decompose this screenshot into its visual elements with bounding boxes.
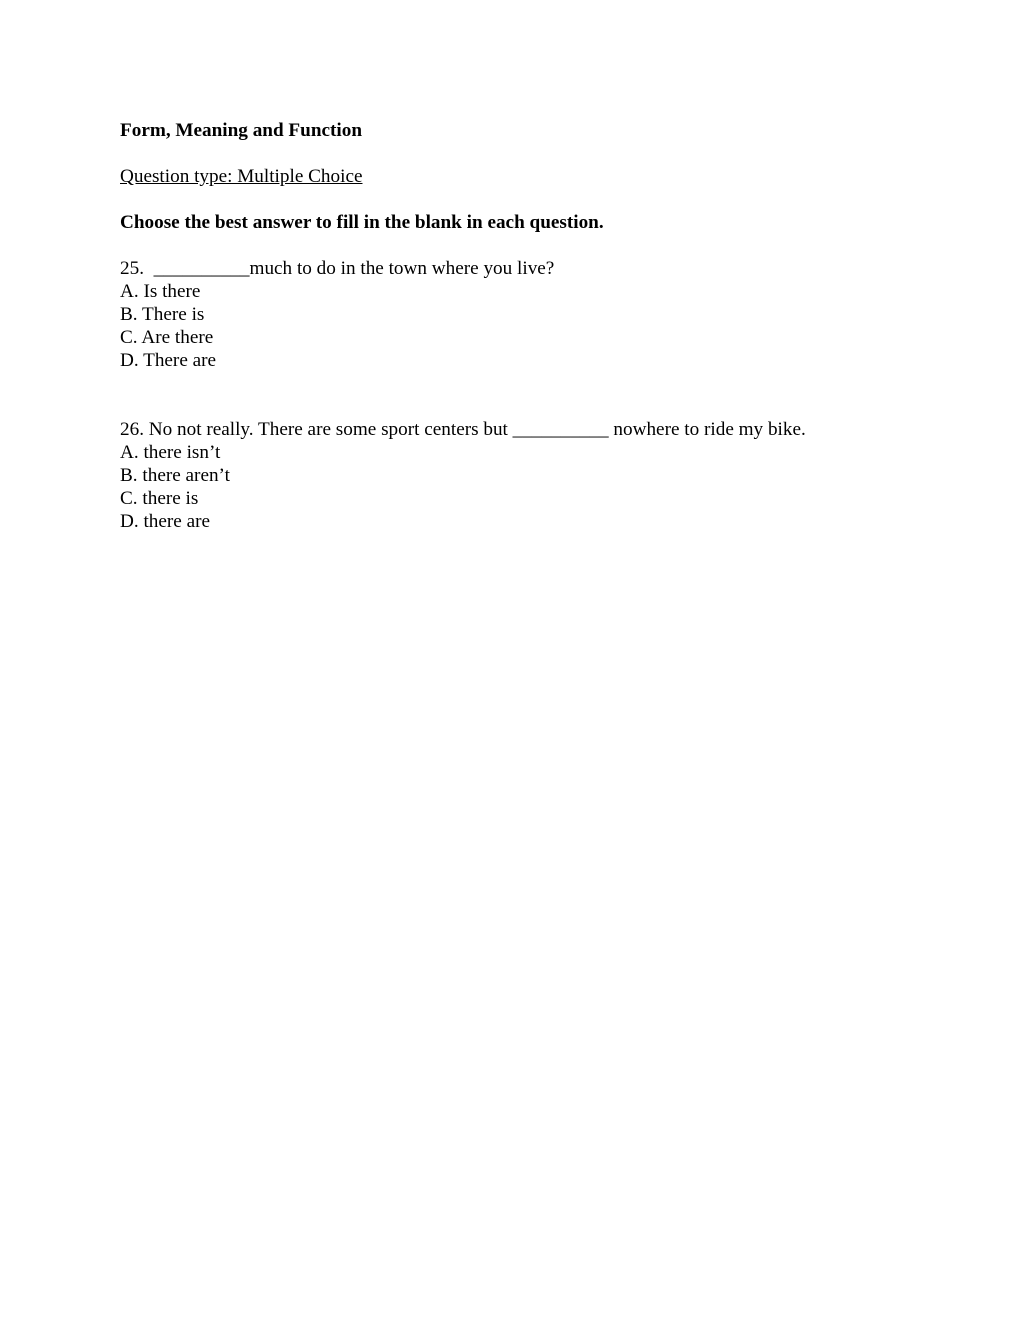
answer-option-b: B. There is — [120, 304, 205, 325]
question-stem: 26. No not really. There are some sport centers but __________ nowhere to ride my bike. — [120, 419, 806, 440]
answer-option-a: A. there isn’t — [120, 442, 221, 463]
answer-option-c: C. there is — [120, 488, 199, 509]
question-26 — [120, 418, 920, 533]
answer-option-c: C. Are there — [120, 327, 214, 348]
instruction-text: Choose the best answer to fill in the blank in each question. — [120, 212, 604, 233]
answer-option-a: A. Is there — [120, 281, 201, 302]
answer-option-b: B. there aren’t — [120, 465, 230, 486]
document-page — [120, 119, 920, 533]
section-title: Form, Meaning and Function — [120, 120, 362, 141]
question-25 — [120, 257, 920, 372]
answer-option-d: D. there are — [120, 511, 211, 532]
answer-option-d: D. There are — [120, 350, 217, 371]
question-stem: 25. __________much to do in the town where you live? — [120, 258, 555, 279]
question-type-label: Question type: Multiple Choice — [120, 166, 363, 187]
